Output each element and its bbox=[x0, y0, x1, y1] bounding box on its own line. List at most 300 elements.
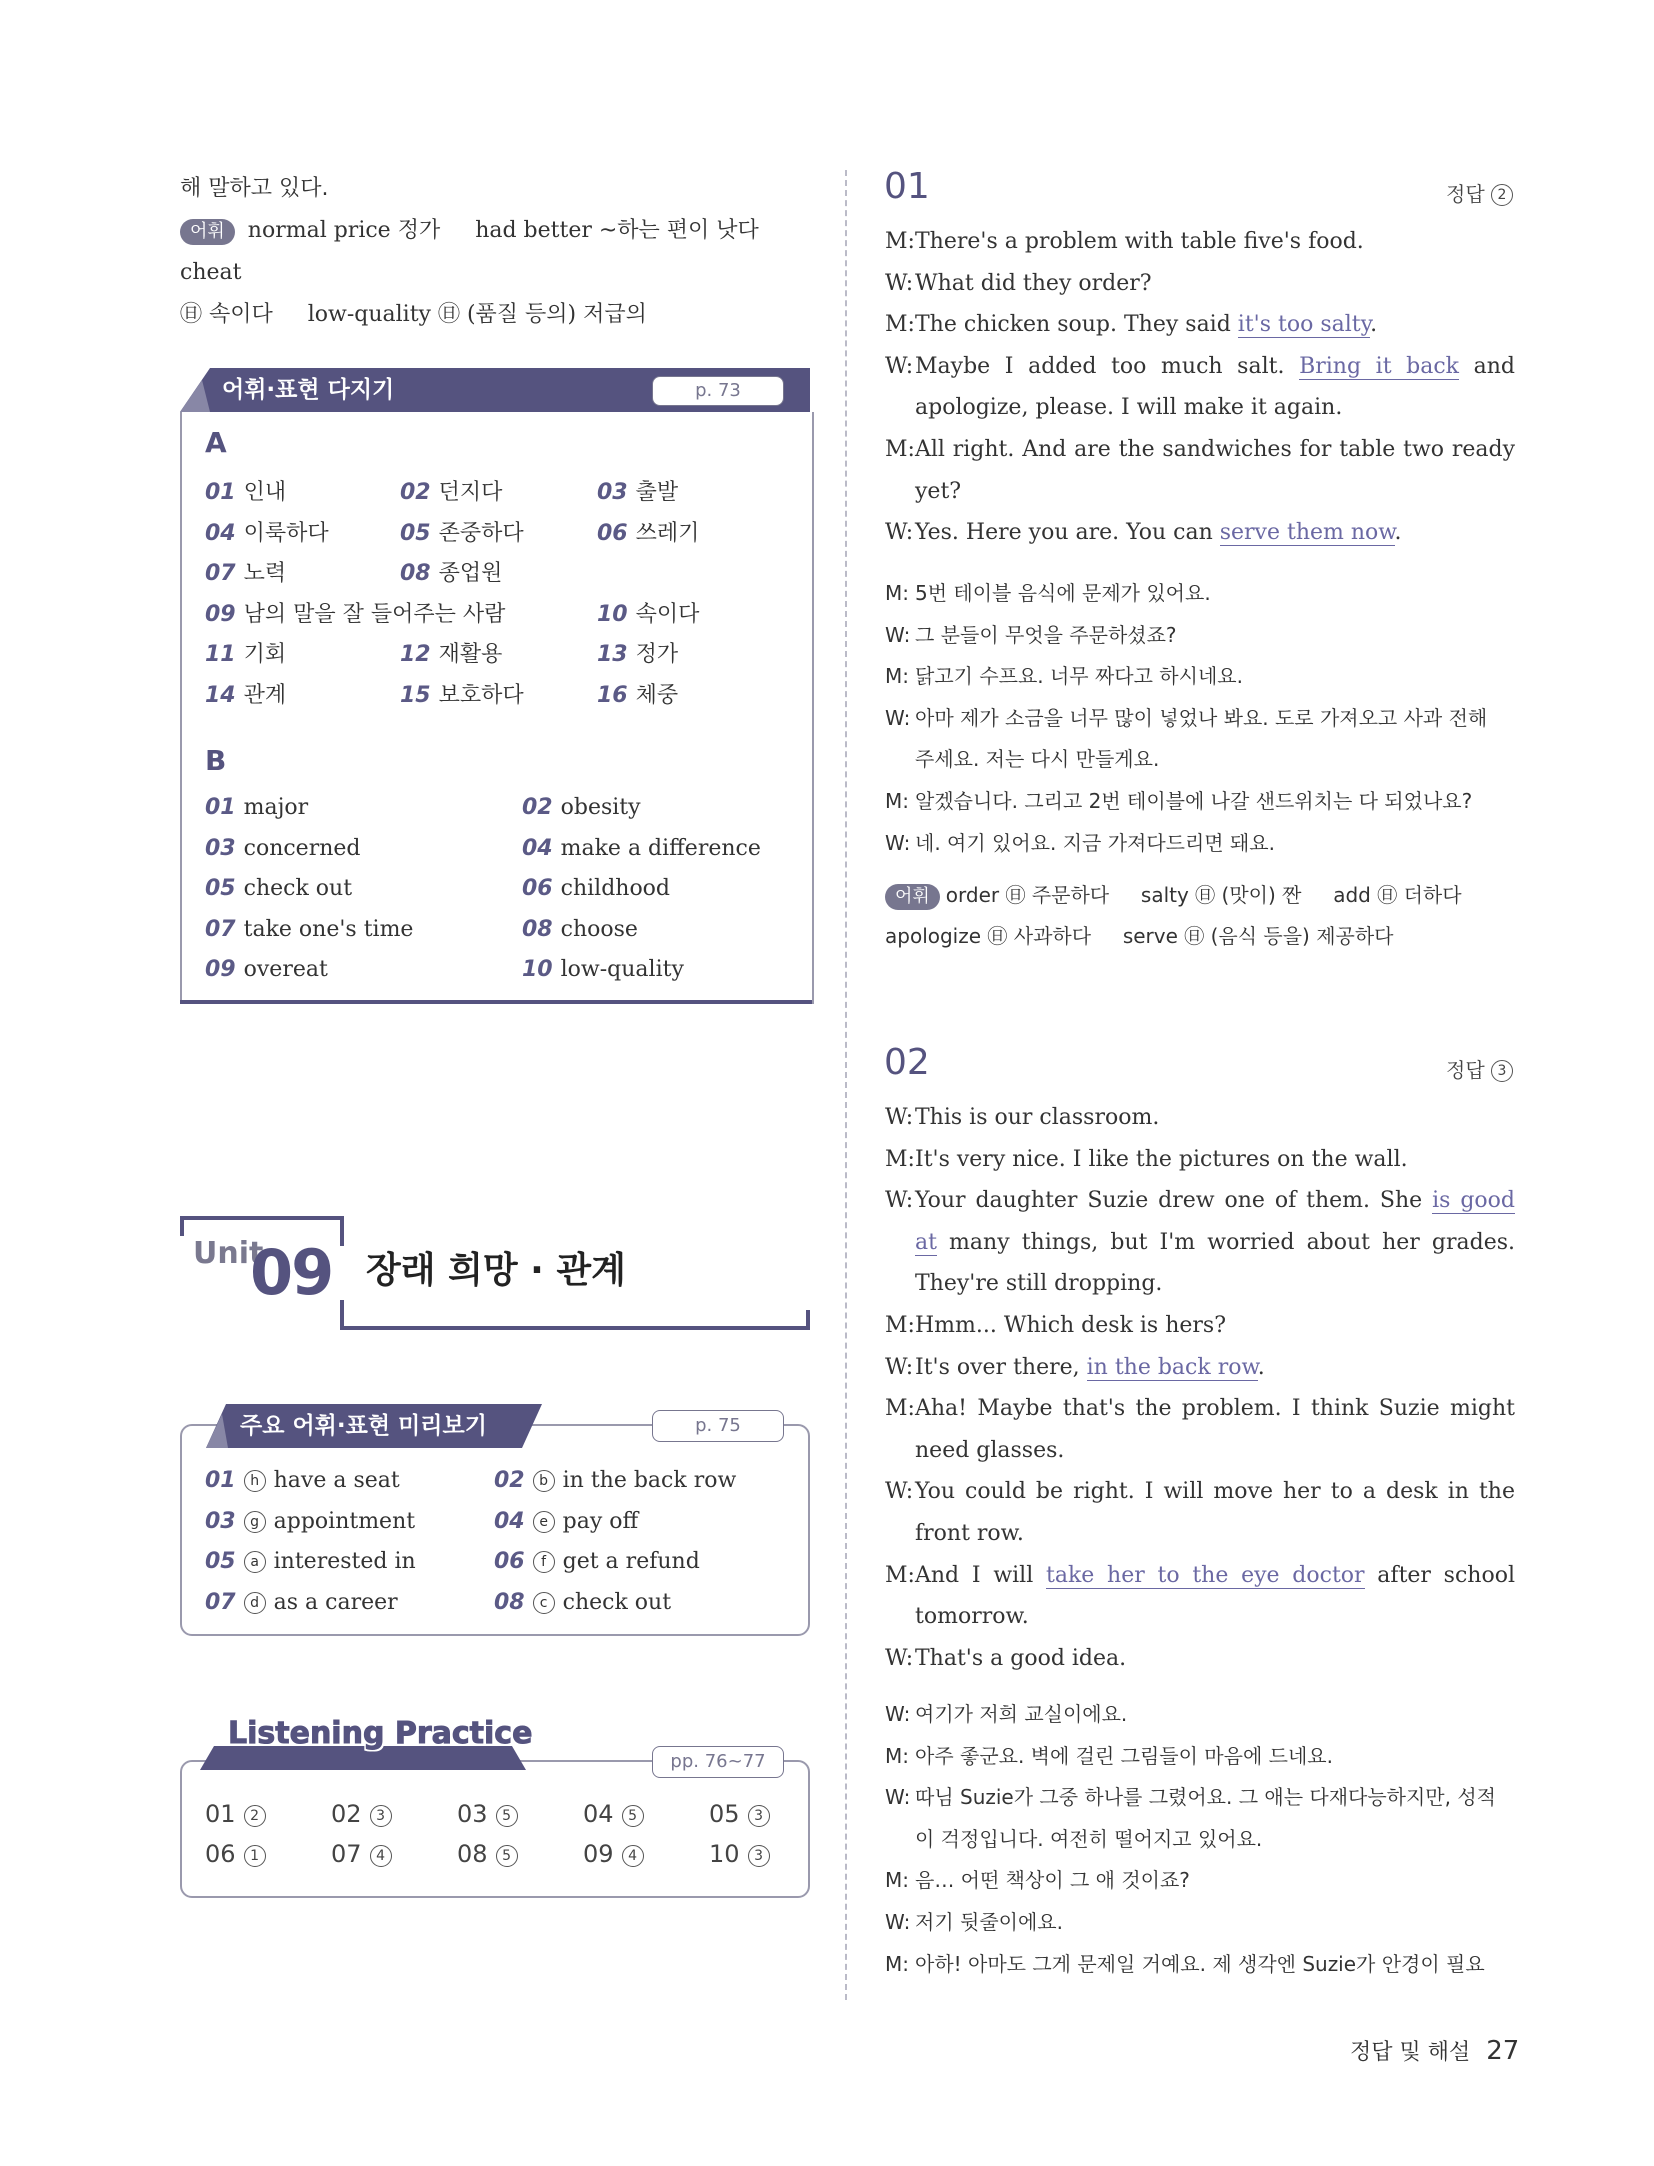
item-number: 04 bbox=[522, 835, 553, 861]
item-text: 체중 bbox=[635, 682, 679, 708]
listening-frame bbox=[180, 1760, 810, 1898]
line-text: What did they order? bbox=[915, 270, 1152, 296]
line-text bbox=[915, 1180, 1515, 1222]
part-a-item bbox=[597, 597, 699, 628]
answer-circle: 5 bbox=[496, 1845, 518, 1867]
question-01-number: 01 bbox=[884, 166, 930, 207]
item-number: 13 bbox=[597, 642, 628, 667]
part-a-label: A bbox=[205, 426, 227, 459]
part-a-item bbox=[400, 637, 502, 668]
preview-item bbox=[205, 1468, 400, 1493]
item-text: have a seat bbox=[273, 1468, 400, 1493]
line-text bbox=[915, 304, 1515, 346]
answer-blank: in the back row bbox=[1086, 1354, 1258, 1380]
item-number: 04 bbox=[583, 1800, 614, 1828]
line-text: 5번 테이블 음식에 문제가 있어요. bbox=[915, 581, 1211, 605]
footer-label: 정답 및 해설 bbox=[1350, 2040, 1471, 2065]
item-text: 관계 bbox=[243, 682, 287, 708]
speaker-label: M: bbox=[885, 1951, 909, 1976]
dialogue-line bbox=[885, 781, 1515, 823]
speaker-label bbox=[885, 1222, 915, 1264]
left-top-text bbox=[180, 168, 820, 336]
preview-item bbox=[494, 1590, 671, 1615]
page-number: 27 bbox=[1486, 2036, 1520, 2066]
dialogue-line bbox=[885, 221, 1515, 263]
item-number: 09 bbox=[205, 957, 236, 982]
item-number: 08 bbox=[457, 1840, 488, 1868]
item-number: 14 bbox=[205, 682, 236, 708]
speaker-label: M: bbox=[885, 788, 909, 813]
item-text: 존중하다 bbox=[438, 520, 524, 546]
item-number: 05 bbox=[205, 876, 236, 901]
part-b-item bbox=[205, 795, 308, 820]
part-b-label: B bbox=[205, 744, 227, 777]
item-text: 보호하다 bbox=[438, 682, 524, 708]
item-number: 16 bbox=[597, 682, 628, 708]
part-a-item bbox=[205, 475, 286, 506]
line-text: 따님 Suzie가 그중 하나를 그렸어요. 그 애는 다재다능하지만, 성적 bbox=[915, 1785, 1496, 1810]
vocab-page-ref: p. 73 bbox=[652, 376, 784, 406]
dialogue-line bbox=[885, 1944, 1515, 1986]
question-01-translation bbox=[885, 573, 1515, 864]
line-text: 주세요. 저는 다시 만들게요. bbox=[915, 747, 1160, 772]
speaker-label: M: bbox=[885, 229, 915, 254]
listening-title: Listening Practice bbox=[228, 1716, 533, 1751]
dialogue-line bbox=[885, 698, 1515, 740]
listening-answer bbox=[205, 1800, 270, 1828]
preview-title: 주요 어휘·표현 미리보기 bbox=[240, 1413, 487, 1439]
item-number: 09 bbox=[583, 1840, 614, 1868]
line-text-post: . bbox=[1370, 312, 1378, 338]
line-text-post: after school bbox=[1364, 1562, 1515, 1588]
answer-circle: 5 bbox=[496, 1805, 518, 1827]
unit-title: 장래 희망 · 관계 bbox=[366, 1250, 626, 1291]
listening-answer bbox=[457, 1840, 522, 1868]
vocab-line: 어휘 normal price 정가 had better ~하는 편이 낫다 cheat bbox=[180, 218, 759, 285]
speaker-label bbox=[885, 471, 915, 513]
speaker-label: W: bbox=[885, 1909, 911, 1934]
speaker-label: W: bbox=[885, 353, 914, 379]
line-text: 음… 어떤 책상이 그 애 것이죠? bbox=[915, 1868, 1190, 1893]
item-text: 인내 bbox=[243, 480, 287, 505]
dialogue-line bbox=[885, 1736, 1515, 1778]
line-text: 이 걱정입니다. 여전히 떨어지고 있어요. bbox=[915, 1826, 1263, 1851]
item-text: appointment bbox=[273, 1508, 416, 1534]
question-02-translation bbox=[885, 1694, 1515, 1985]
dialogue-line bbox=[885, 1777, 1515, 1819]
item-number: 12 bbox=[400, 642, 431, 667]
item-number: 02 bbox=[331, 1800, 362, 1828]
speaker-label bbox=[885, 1596, 915, 1638]
speaker-label: M: bbox=[885, 581, 909, 605]
question-02-answer: 정답 3 bbox=[1446, 1054, 1517, 1083]
item-number: 08 bbox=[494, 1589, 525, 1615]
letter-circle: e bbox=[533, 1511, 555, 1533]
item-text: obesity bbox=[560, 795, 641, 820]
item-number: 07 bbox=[205, 561, 236, 586]
part-a-item bbox=[597, 678, 678, 709]
line-text: 알겠습니다. 그리고 2번 테이블에 나갈 샌드위치는 다 되었나요? bbox=[915, 788, 1473, 813]
speaker-label: M: bbox=[885, 1146, 915, 1172]
item-text: 정가 bbox=[635, 642, 679, 667]
vocab-section-title: 어휘·표현 다지기 bbox=[222, 377, 395, 403]
item-number: 03 bbox=[205, 835, 236, 861]
unit-bottom-rule-tick bbox=[340, 1300, 344, 1330]
item-number: 03 bbox=[457, 1800, 488, 1828]
part-a-item bbox=[205, 556, 286, 587]
part-a-item bbox=[597, 475, 678, 506]
part-b-item bbox=[205, 836, 361, 861]
dialogue-line bbox=[885, 1388, 1515, 1430]
line-text-pre: Yes. Here you are. You can bbox=[915, 520, 1220, 546]
part-b-item bbox=[522, 795, 641, 820]
answer-circle: 3 bbox=[370, 1805, 392, 1827]
preview-page-ref: p. 75 bbox=[652, 1410, 784, 1442]
item-number: 05 bbox=[709, 1800, 740, 1828]
line-text-post: many things, but I'm worried about her grades. bbox=[936, 1229, 1515, 1255]
item-number: 15 bbox=[400, 682, 431, 708]
line-text: Aha! Maybe that's the problem. I think Suzie might bbox=[915, 1396, 1515, 1422]
speaker-label bbox=[885, 1430, 915, 1472]
dialogue-line bbox=[885, 512, 1515, 554]
part-a-item bbox=[400, 516, 524, 547]
speaker-label: W: bbox=[885, 1645, 914, 1671]
letter-circle: b bbox=[533, 1470, 555, 1492]
dialogue-line bbox=[885, 573, 1515, 615]
item-number: 03 bbox=[597, 480, 628, 505]
letter-circle: c bbox=[533, 1592, 555, 1614]
dialogue-line bbox=[885, 1430, 1515, 1472]
item-number: 06 bbox=[205, 1840, 236, 1868]
preview-item bbox=[494, 1509, 638, 1534]
line-text: 아하! 아마도 그게 문제일 거예요. 제 생각엔 Suzie가 안경이 필요 bbox=[915, 1951, 1485, 1976]
listening-answer bbox=[709, 1840, 774, 1868]
answer-circle: 3 bbox=[1491, 1060, 1513, 1082]
dialogue-line bbox=[885, 1263, 1515, 1305]
speaker-label: M: bbox=[885, 436, 915, 462]
part-a-item bbox=[400, 556, 502, 587]
dialogue-line bbox=[885, 1638, 1515, 1680]
line-text: need glasses. bbox=[915, 1437, 1065, 1463]
line-text: All right. And are the sandwiches for table two ready bbox=[915, 436, 1515, 462]
dialogue-line bbox=[885, 656, 1515, 698]
speaker-label: W: bbox=[885, 705, 911, 730]
unit-top-rule bbox=[180, 1216, 344, 1220]
speaker-label: W: bbox=[885, 270, 914, 296]
listening-answer bbox=[331, 1800, 396, 1828]
answer-circle: 3 bbox=[748, 1845, 770, 1867]
dialogue-line bbox=[885, 346, 1515, 388]
line-text: Hmm... Which desk is hers? bbox=[915, 1312, 1227, 1338]
dialogue-line bbox=[885, 429, 1515, 471]
answer-circle: 1 bbox=[244, 1845, 266, 1867]
speaker-label bbox=[885, 739, 915, 781]
preview-item bbox=[205, 1549, 416, 1574]
item-number: 07 bbox=[205, 1589, 236, 1615]
line-text: 닭고기 수프요. 너무 짜다고 하시네요. bbox=[915, 664, 1243, 689]
part-a-item bbox=[205, 637, 286, 668]
item-number: 06 bbox=[597, 520, 628, 546]
part-b-item bbox=[205, 876, 352, 901]
answer-circle: 4 bbox=[370, 1845, 392, 1867]
item-text: get a refund bbox=[562, 1549, 700, 1574]
part-a-item bbox=[205, 597, 505, 628]
item-text: major bbox=[243, 795, 309, 820]
item-number: 01 bbox=[205, 480, 236, 505]
item-number: 02 bbox=[400, 480, 431, 505]
line-text-pre: It's over there, bbox=[915, 1354, 1087, 1380]
line-text: 아마 제가 소금을 너무 많이 넣었나 봐요. 도로 가져오고 사과 전해 bbox=[915, 705, 1488, 730]
unit-word: Unit bbox=[193, 1236, 264, 1271]
item-text: 속이다 bbox=[635, 601, 700, 627]
item-text: make a difference bbox=[560, 835, 761, 861]
part-a-item bbox=[400, 475, 502, 506]
line-text bbox=[915, 1555, 1515, 1597]
answer-blank: serve them now bbox=[1219, 520, 1395, 546]
line-text-post: . bbox=[1257, 1354, 1265, 1380]
item-number: 06 bbox=[494, 1549, 525, 1574]
answer-circle: 3 bbox=[748, 1805, 770, 1827]
part-a-item bbox=[597, 516, 699, 547]
item-number: 07 bbox=[331, 1840, 362, 1868]
listening-answer bbox=[583, 1800, 648, 1828]
letter-circle: f bbox=[533, 1551, 555, 1573]
item-number: 01 bbox=[205, 1468, 236, 1493]
line-text bbox=[915, 512, 1515, 554]
speaker-label: W: bbox=[885, 1354, 914, 1380]
speaker-label: W: bbox=[885, 1479, 914, 1505]
item-number: 09 bbox=[205, 601, 236, 627]
item-text: in the back row bbox=[562, 1468, 737, 1493]
item-number: 02 bbox=[522, 795, 553, 820]
item-text: 남의 말을 잘 들어주는 사람 bbox=[243, 601, 506, 627]
dialogue-line bbox=[885, 1902, 1515, 1944]
answer-blank: is good bbox=[1432, 1188, 1515, 1214]
item-text: 재활용 bbox=[438, 642, 503, 667]
answer-circle: 5 bbox=[622, 1805, 644, 1827]
listening-answer bbox=[331, 1840, 396, 1868]
item-text: 출발 bbox=[635, 480, 679, 505]
item-number: 10 bbox=[597, 601, 628, 627]
speaker-label: M: bbox=[885, 1396, 915, 1422]
part-a-item bbox=[597, 637, 678, 668]
letter-circle: a bbox=[244, 1551, 266, 1573]
item-text: interested in bbox=[273, 1549, 416, 1574]
speaker-label: M: bbox=[885, 1743, 909, 1768]
listening-answer bbox=[205, 1840, 270, 1868]
line-text-pre: Maybe I added too much salt. bbox=[915, 353, 1300, 379]
letter-circle: g bbox=[244, 1511, 266, 1533]
part-b-item bbox=[522, 876, 670, 901]
dialogue-line bbox=[885, 1222, 1515, 1264]
item-text: 이룩하다 bbox=[243, 520, 329, 546]
speaker-label: M: bbox=[885, 1868, 909, 1893]
column-divider bbox=[845, 170, 847, 2000]
item-text: low-quality bbox=[560, 957, 684, 982]
preview-item bbox=[494, 1549, 700, 1574]
item-number: 05 bbox=[400, 520, 431, 546]
vocab-badge: 어휘 bbox=[885, 884, 940, 910]
line-text-post: and bbox=[1459, 353, 1515, 379]
line-text-post: . bbox=[1394, 520, 1402, 546]
listening-page-ref: pp. 76~77 bbox=[652, 1746, 784, 1778]
letter-circle: h bbox=[244, 1470, 266, 1492]
item-text: take one's time bbox=[243, 916, 414, 942]
answer-circle: 2 bbox=[244, 1805, 266, 1827]
unit-top-rule-tick-right bbox=[340, 1216, 344, 1246]
unit-bottom-rule bbox=[340, 1326, 810, 1330]
speaker-label: W: bbox=[885, 1785, 911, 1810]
line-text: This is our classroom. bbox=[915, 1105, 1160, 1130]
item-text: check out bbox=[562, 1589, 672, 1615]
line-text-pre: Your daughter Suzie drew one of them. She bbox=[915, 1188, 1433, 1214]
dialogue-line bbox=[885, 471, 1515, 513]
line-text: 그 분들이 무엇을 주문하셨죠? bbox=[915, 622, 1177, 647]
unit-top-rule-tick bbox=[180, 1216, 184, 1236]
dialogue-line bbox=[885, 1347, 1515, 1389]
dialogue-line bbox=[885, 1513, 1515, 1555]
dialogue-line bbox=[885, 387, 1515, 429]
item-number: 08 bbox=[522, 916, 553, 942]
page-footer bbox=[1350, 2035, 1519, 2066]
line-text: There's a problem with table five's food. bbox=[915, 229, 1364, 254]
part-b-item bbox=[522, 836, 761, 861]
answer-blank: at bbox=[915, 1229, 937, 1255]
speaker-label: M: bbox=[885, 1562, 915, 1588]
item-text: concerned bbox=[243, 835, 361, 861]
line-text bbox=[915, 346, 1515, 388]
item-number: 08 bbox=[400, 561, 431, 586]
line-text: 아주 좋군요. 벽에 걸린 그림들이 마음에 드네요. bbox=[915, 1743, 1333, 1768]
speaker-label bbox=[885, 1819, 915, 1861]
part-b-item bbox=[522, 917, 638, 942]
dialogue-line bbox=[885, 1819, 1515, 1861]
dialogue-line bbox=[885, 1555, 1515, 1597]
vocab-section-bottom-rule bbox=[180, 1000, 812, 1004]
dialogue-line bbox=[885, 1180, 1515, 1222]
listening-answer bbox=[709, 1800, 774, 1828]
item-text: overeat bbox=[243, 957, 328, 982]
line-text-pre: The chicken soup. They said bbox=[915, 312, 1238, 338]
item-number: 03 bbox=[205, 1508, 236, 1534]
item-number: 01 bbox=[205, 795, 236, 820]
part-b-item bbox=[522, 957, 684, 982]
question-01-dialogue bbox=[885, 221, 1515, 554]
answer-circle: 4 bbox=[622, 1845, 644, 1867]
speaker-label: W: bbox=[885, 622, 911, 647]
listening-answer bbox=[457, 1800, 522, 1828]
dialogue-line bbox=[885, 615, 1515, 657]
question-01-vocab: 어휘 order ㊐ 주문하다 salty ㊐ (맛이) 짠 add ㊐ 더하다 apologize ㊐ 사과하다 serve ㊐ (음식 등을) 제공하다 bbox=[885, 883, 1462, 948]
dialogue-line bbox=[885, 1139, 1515, 1181]
unit-bottom-rule-tick-right bbox=[806, 1310, 810, 1330]
part-a-item bbox=[205, 678, 286, 709]
question-01-answer: 정답 2 bbox=[1446, 178, 1517, 207]
line-text: tomorrow. bbox=[915, 1604, 1029, 1630]
item-text: 종업원 bbox=[438, 561, 503, 586]
item-text: choose bbox=[560, 916, 638, 942]
dialogue-line bbox=[885, 1860, 1515, 1902]
item-text: 던지다 bbox=[438, 480, 503, 505]
continued-line: 해 말하고 있다. bbox=[180, 176, 329, 201]
speaker-label: W: bbox=[885, 1105, 914, 1130]
item-number: 10 bbox=[522, 957, 553, 982]
dialogue-line bbox=[885, 1097, 1515, 1139]
dialogue-line bbox=[885, 1694, 1515, 1736]
line-text bbox=[915, 1222, 1515, 1264]
dialogue-line bbox=[885, 823, 1515, 865]
item-text: as a career bbox=[273, 1589, 398, 1615]
line-text: 저기 뒷줄이에요. bbox=[915, 1909, 1063, 1934]
speaker-label bbox=[885, 1513, 915, 1555]
preview-item bbox=[205, 1509, 415, 1534]
speaker-label: W: bbox=[885, 1702, 911, 1726]
item-number: 02 bbox=[494, 1468, 525, 1493]
dialogue-line bbox=[885, 263, 1515, 305]
speaker-label bbox=[885, 1263, 915, 1305]
preview-item bbox=[205, 1590, 398, 1615]
speaker-label: W: bbox=[885, 830, 911, 855]
item-number: 06 bbox=[522, 876, 553, 901]
item-text: check out bbox=[243, 876, 353, 901]
part-a-item bbox=[400, 678, 524, 709]
speaker-label: W: bbox=[885, 1188, 914, 1214]
part-b-item bbox=[205, 957, 328, 982]
item-number: 04 bbox=[494, 1508, 525, 1534]
speaker-label: M: bbox=[885, 664, 909, 689]
item-number: 01 bbox=[205, 1800, 236, 1828]
preview-item bbox=[494, 1468, 736, 1493]
item-number: 11 bbox=[205, 642, 236, 667]
item-text: 기회 bbox=[243, 642, 287, 667]
part-b-item bbox=[205, 917, 413, 942]
vocab-badge: 어휘 bbox=[180, 219, 235, 245]
answer-blank: it's too salty bbox=[1237, 312, 1371, 338]
letter-circle: d bbox=[244, 1592, 266, 1614]
speaker-label: M: bbox=[885, 1312, 915, 1338]
dialogue-line bbox=[885, 739, 1515, 781]
dialogue-line bbox=[885, 1305, 1515, 1347]
line-text: yet? bbox=[915, 478, 962, 504]
item-number: 05 bbox=[205, 1549, 236, 1574]
item-number: 04 bbox=[205, 520, 236, 546]
part-a-item bbox=[205, 516, 329, 547]
item-text: 쓰레기 bbox=[635, 520, 700, 546]
line-text: front row. bbox=[915, 1520, 1024, 1546]
dialogue-line bbox=[885, 1596, 1515, 1638]
unit-number: 09 bbox=[250, 1236, 333, 1309]
question-02-dialogue bbox=[885, 1097, 1515, 1679]
line-text: You could be right. I will move her to a desk in the bbox=[915, 1479, 1515, 1505]
dialogue-line bbox=[885, 1471, 1515, 1513]
line-text: It's very nice. I like the pictures on the wall. bbox=[915, 1146, 1408, 1172]
item-text: childhood bbox=[560, 876, 671, 901]
answer-blank: take her to the eye doctor bbox=[1046, 1562, 1365, 1588]
line-text: 네. 여기 있어요. 지금 가져다드리면 돼요. bbox=[915, 830, 1275, 855]
speaker-label bbox=[885, 387, 915, 429]
answer-blank: Bring it back bbox=[1299, 353, 1460, 379]
item-number: 07 bbox=[205, 916, 236, 942]
speaker-label: M: bbox=[885, 312, 915, 338]
item-text: 노력 bbox=[243, 561, 287, 586]
line-text bbox=[915, 1347, 1515, 1389]
speaker-label: W: bbox=[885, 520, 914, 546]
answer-circle: 2 bbox=[1491, 184, 1513, 206]
vocab-line-2: ㊐ 속이다 low-quality ㊐ (품질 등의) 저급의 bbox=[180, 302, 647, 327]
item-text: pay off bbox=[562, 1508, 639, 1534]
item-number: 10 bbox=[709, 1840, 740, 1868]
question-02-number: 02 bbox=[884, 1042, 930, 1083]
